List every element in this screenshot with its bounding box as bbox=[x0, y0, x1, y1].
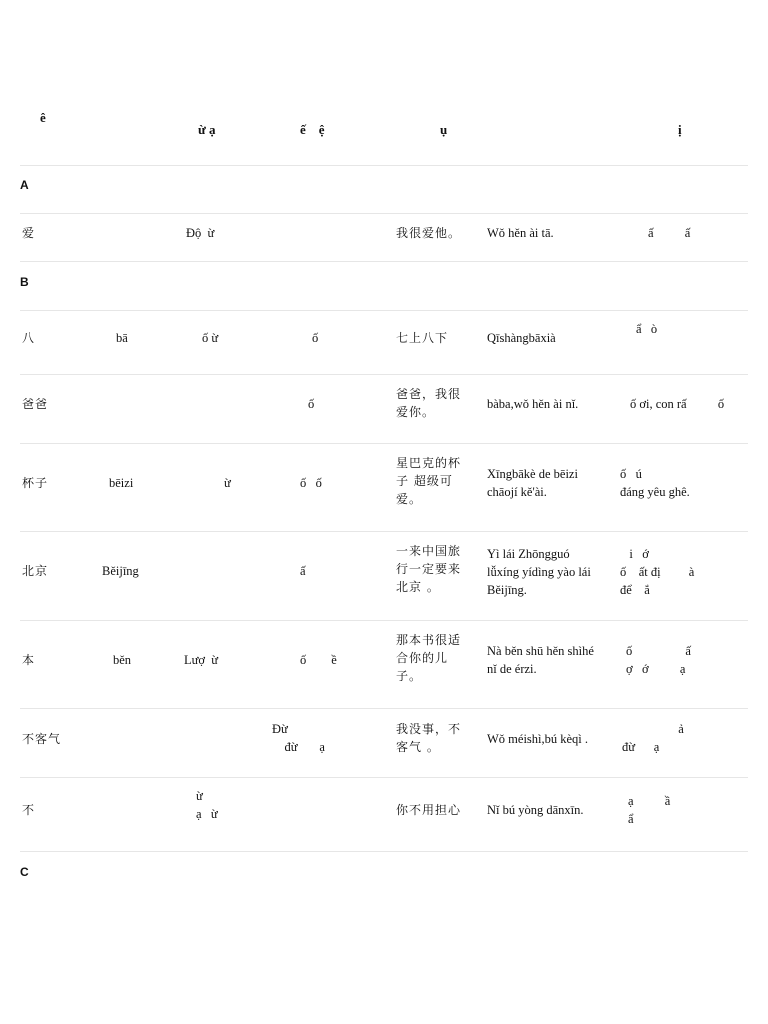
translation-cell: ố ơi, con rấ ố bbox=[630, 397, 725, 411]
translation-cell: ạ ầ ẩ bbox=[628, 794, 671, 826]
word-cell: 不客气 bbox=[22, 732, 62, 746]
translation-cell: ả đừ ạ bbox=[622, 722, 684, 754]
translation-cell: ấ ấ bbox=[648, 226, 691, 240]
meaning-cell: ố bbox=[308, 397, 315, 411]
example-pinyin-cell: Xīngbākè de bēizi chāojí kě'ài. bbox=[487, 467, 578, 499]
pinyin-cell: Běijīng bbox=[102, 564, 139, 578]
example-cell: 七上八下 bbox=[396, 331, 449, 345]
divider bbox=[20, 310, 748, 311]
example-pinyin-cell: Wǒ hěn ài tā. bbox=[487, 226, 554, 240]
word-cell: 八 bbox=[22, 331, 36, 345]
meaning-cell: ố ố bbox=[300, 476, 322, 490]
header-col-word: ê bbox=[40, 110, 46, 125]
header-col-meaning: ế ệ bbox=[300, 122, 325, 137]
type-cell: Lượ ừ bbox=[184, 653, 219, 667]
word-cell: 爸爸 bbox=[22, 397, 49, 411]
example-cell: 星巴克的杯 子 超级可 爱。 bbox=[396, 456, 462, 506]
example-pinyin-cell: Nǐ bú yòng dānxīn. bbox=[487, 803, 584, 817]
word-cell: 杯子 bbox=[22, 476, 49, 490]
example-pinyin-cell: Qīshàngbāxià bbox=[487, 331, 556, 345]
header-col-translation: ị bbox=[678, 122, 682, 137]
type-cell: ừ bbox=[224, 476, 231, 490]
section-label-c: C bbox=[20, 865, 29, 879]
meaning-cell: ố ề bbox=[300, 653, 337, 667]
word-cell: 本 bbox=[22, 653, 36, 667]
divider bbox=[20, 777, 748, 778]
meaning-cell: Đừ đừ ạ bbox=[272, 722, 325, 754]
divider bbox=[20, 620, 748, 621]
section-label-a: A bbox=[20, 178, 29, 192]
translation-cell: ẩ ò bbox=[636, 322, 658, 336]
divider bbox=[20, 531, 748, 532]
example-pinyin-cell: Wǒ méishì,bú kèqì . bbox=[487, 732, 589, 746]
table-header bbox=[20, 108, 748, 164]
divider bbox=[20, 165, 748, 166]
divider bbox=[20, 708, 748, 709]
pinyin-cell: bā bbox=[116, 331, 128, 345]
pinyin-cell: běn bbox=[113, 653, 132, 667]
example-cell: 那本书很适 合你的儿 子。 bbox=[396, 633, 462, 683]
translation-cell: i ớ ố ất đị à để ắ bbox=[620, 547, 695, 597]
example-cell: 我很爱他。 bbox=[396, 226, 462, 240]
divider bbox=[20, 261, 748, 262]
example-pinyin-cell: Yì lái Zhōngguó lǚxíng yídìng yào lái Běijīng. bbox=[487, 547, 591, 597]
example-pinyin-cell: bàba,wǒ hěn ài nǐ. bbox=[487, 397, 579, 411]
example-cell: 爸爸，我很 爱你。 bbox=[396, 387, 462, 419]
divider bbox=[20, 443, 748, 444]
meaning-cell: ấ bbox=[300, 564, 306, 578]
translation-cell: ố ấ ợ ớ ạ bbox=[626, 644, 691, 676]
divider bbox=[20, 374, 748, 375]
translation-cell: ố ú đáng yêu ghê. bbox=[620, 467, 690, 499]
divider bbox=[20, 213, 748, 214]
type-cell: ố ừ bbox=[202, 331, 219, 345]
word-cell: 不 bbox=[22, 803, 36, 817]
divider bbox=[20, 851, 748, 852]
word-cell: 爱 bbox=[22, 226, 36, 240]
header-col-example: ụ bbox=[440, 122, 448, 137]
example-pinyin-cell: Nà běn shū hěn shìhé nǐ de érzi. bbox=[487, 644, 594, 676]
header-col-type: ừ ạ bbox=[198, 122, 216, 137]
word-cell: 北京 bbox=[22, 564, 49, 578]
section-label-b: B bbox=[20, 275, 29, 289]
example-cell: 一来中国旅 行一定要来 北京 。 bbox=[396, 544, 462, 594]
type-cell: ừ ạ ừ bbox=[196, 789, 218, 821]
pinyin-cell: bēizi bbox=[109, 476, 134, 490]
meaning-cell: ố bbox=[312, 331, 319, 345]
type-cell: Độ ừ bbox=[186, 226, 215, 240]
example-cell: 你不用担心 bbox=[396, 803, 462, 817]
example-cell: 我没事，不 客气 。 bbox=[396, 722, 462, 754]
